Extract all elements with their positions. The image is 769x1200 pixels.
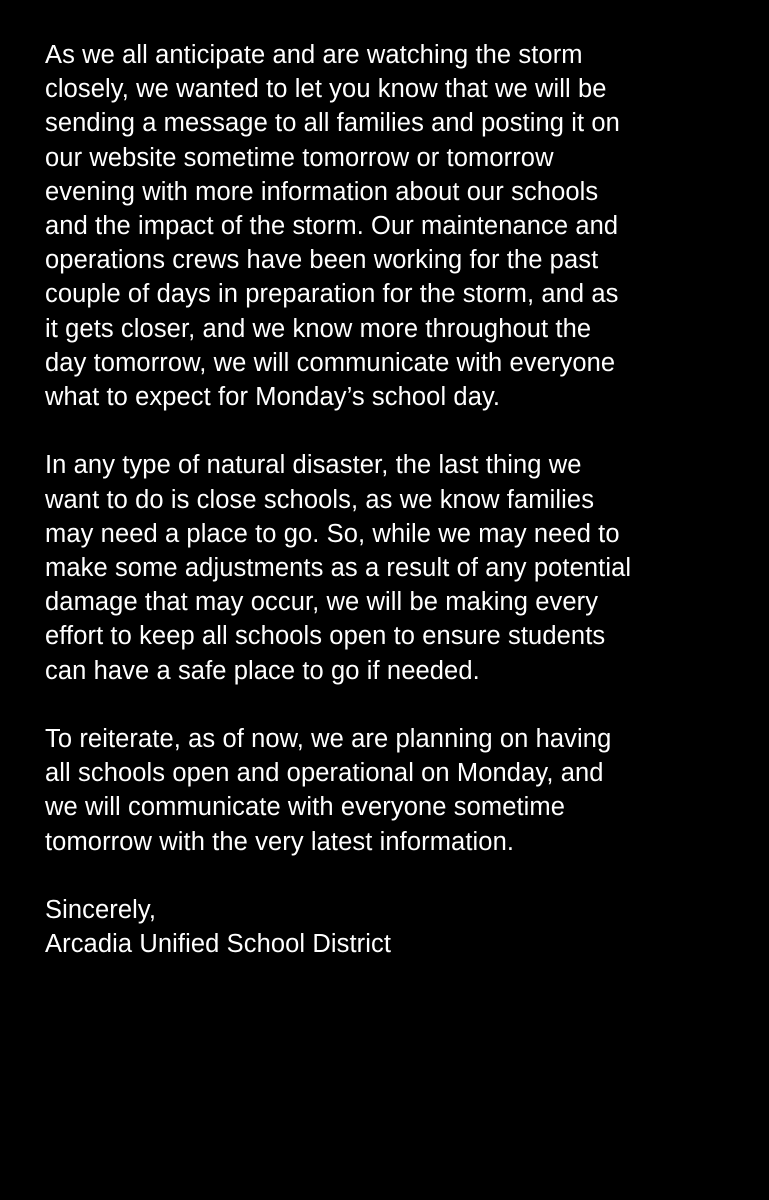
text-line: damage that may occur, we will be making every — [45, 588, 599, 617]
text-line: our website sometime tomorrow or tomorrow — [45, 143, 554, 172]
text-line: can have a safe place to go if needed. — [45, 656, 480, 685]
paragraph-reiterate — [45, 722, 735, 859]
text-line: make some adjustments as a result of any potential — [45, 554, 632, 583]
closing-salutation: Sincerely, — [45, 896, 157, 925]
text-line: In any type of natural disaster, the last thing we — [45, 451, 582, 480]
text-line: we will communicate with everyone sometime — [45, 793, 566, 822]
paragraph-storm-update — [45, 38, 735, 414]
text-line: evening with more information about our schools — [45, 177, 599, 206]
text-line: effort to keep all schools open to ensure students — [45, 622, 606, 651]
text-line: day tomorrow, we will communicate with everyone — [45, 348, 616, 377]
text-line: what to expect for Monday’s school day. — [45, 383, 501, 412]
text-line: want to do is close schools, as we know families — [45, 485, 595, 514]
paragraph-schools-open — [45, 448, 735, 687]
text-line: it gets closer, and we know more throughout the — [45, 314, 592, 343]
text-line: all schools open and operational on Monday, and — [45, 759, 604, 788]
signature: Arcadia Unified School District — [45, 930, 392, 959]
text-line: and the impact of the storm. Our maintenance and — [45, 212, 619, 241]
text-line: operations crews have been working for the past — [45, 246, 599, 275]
text-line: couple of days in preparation for the storm, and as — [45, 280, 619, 309]
text-line: To reiterate, as of now, we are planning on having — [45, 725, 612, 754]
letter-body — [45, 38, 735, 961]
text-line: tomorrow with the very latest information. — [45, 827, 515, 856]
text-line: may need a place to go. So, while we may need to — [45, 519, 620, 548]
text-line: As we all anticipate and are watching the storm — [45, 41, 583, 69]
text-line: sending a message to all families and posting it on — [45, 109, 620, 138]
closing-block — [45, 893, 735, 961]
text-line: closely, we wanted to let you know that we will be — [45, 75, 607, 104]
